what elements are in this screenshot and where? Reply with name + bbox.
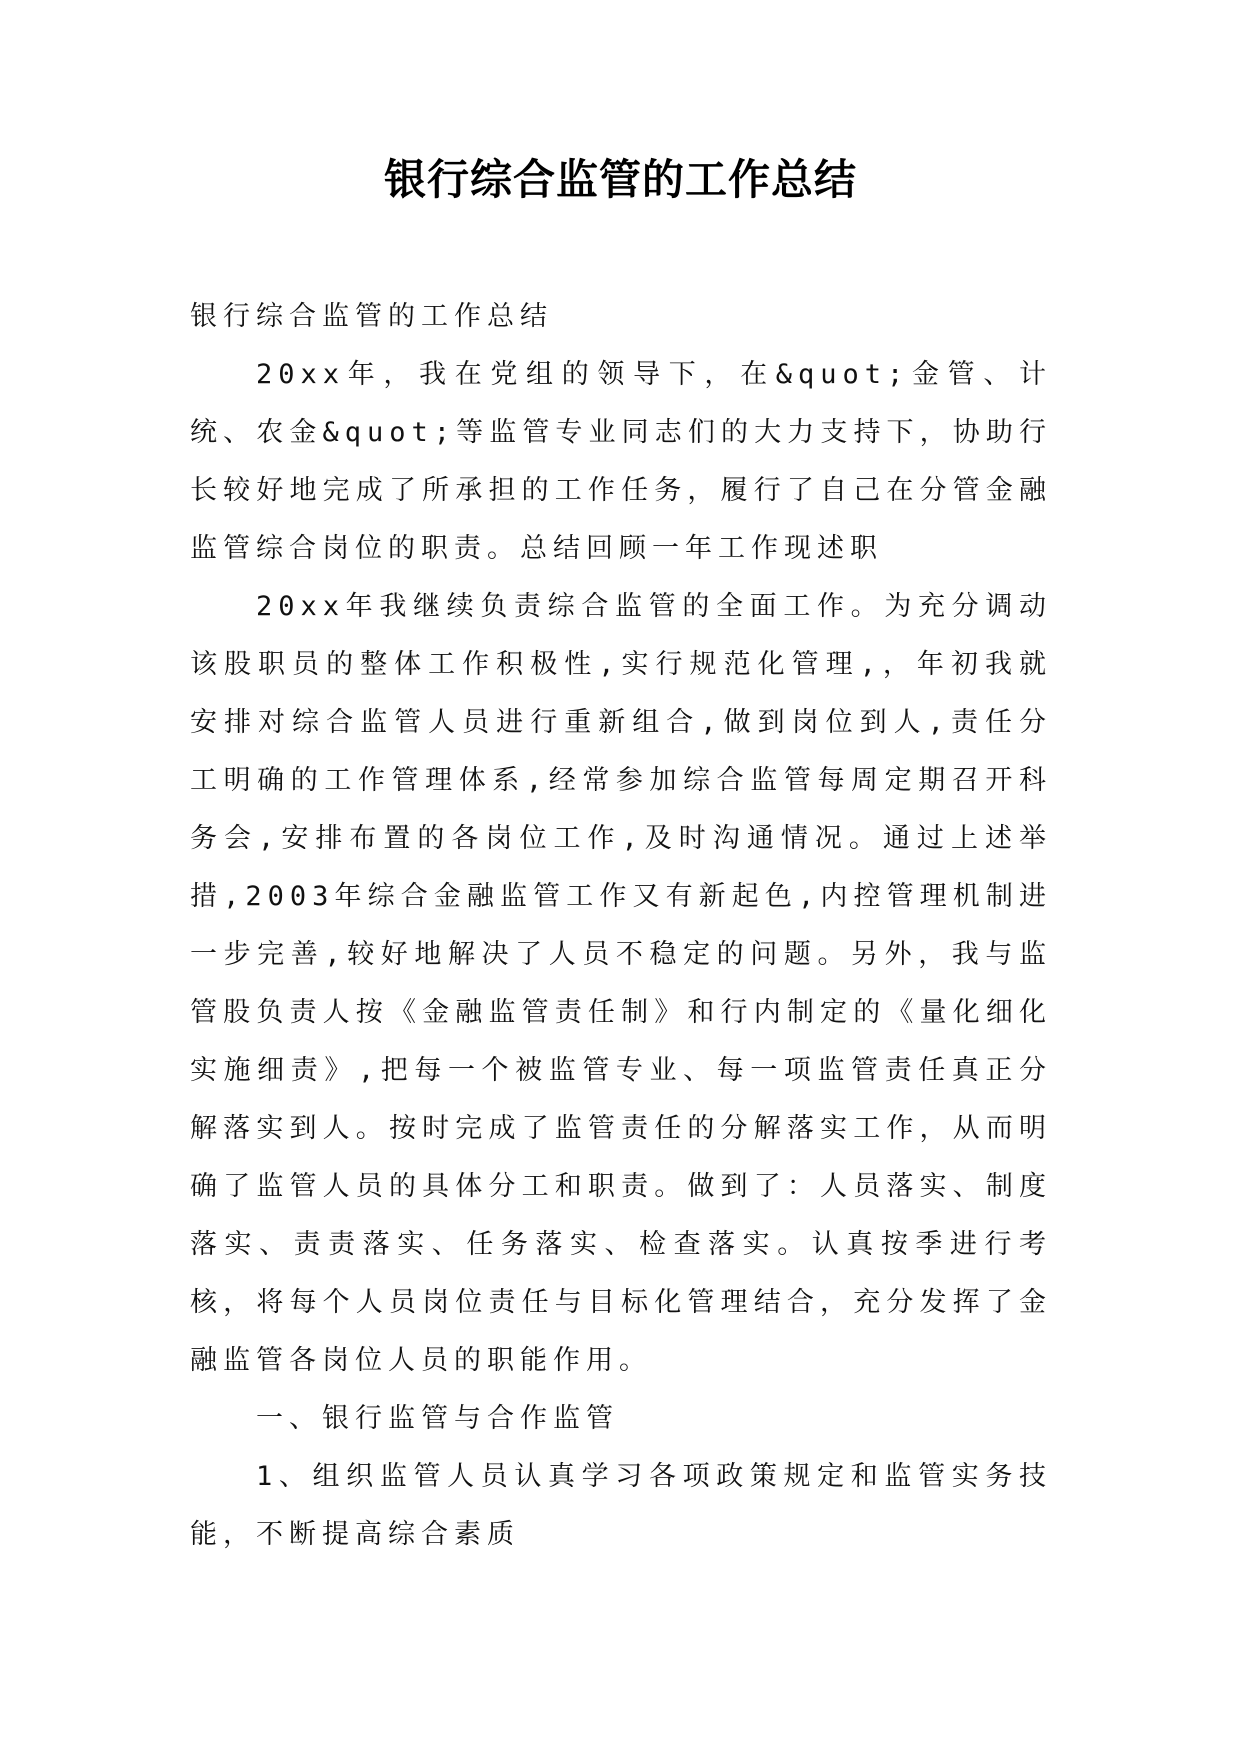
subtitle-paragraph: 银行综合监管的工作总结 — [190, 301, 553, 332]
section-heading: 一、银行监管与合作监管 — [256, 1403, 619, 1434]
document-title: 银行综合监管的工作总结 — [383, 155, 857, 204]
intro-paragraph: 20xx年，我在党组的领导下，在&quot;金管、计统、农金&quot;等监管专业同志们的大力支持下，协助行长较好地完成了所承担的工作任务，履行了自己在分管金融监管综合岗位的职责。总结回顾一年工作现述职 — [190, 359, 1052, 564]
document-body — [190, 288, 1052, 1564]
list-item: 1、组织监管人员认真学习各项政策规定和监管实务技能，不断提高综合素质 — [190, 1461, 1052, 1550]
main-paragraph: 20xx年我继续负责综合监管的全面工作。为充分调动该股职员的整体工作积极性,实行规范化管理,，年初我就安排对综合监管人员进行重新组合,做到岗位到人,责任分工明确的工作管理体系,经常参加综合监管每周定期召开科务会,安排布置的各岗位工作,及时沟通情况。通过上述举措,2003年综合金融监管工作又有新起色,内控管理机制进一步完善,较好地解决了人员不稳定的问题。另外，我与监管股负责人按《金融监管责任制》和行内制定的《量化细化实施细责》,把每一个被监管专业、每一项监管责任真正分解落实到人。按时完成了监管责任的分解落实工作，从而明确了监管人员的具体分工和职责。做到了：人员落实、制度落实、责责落实、任务落实、检查落实。认真按季进行考核，将每个人员岗位责任与目标化管理结合，充分发挥了金融监管各岗位人员的职能作用。 — [190, 591, 1052, 1376]
